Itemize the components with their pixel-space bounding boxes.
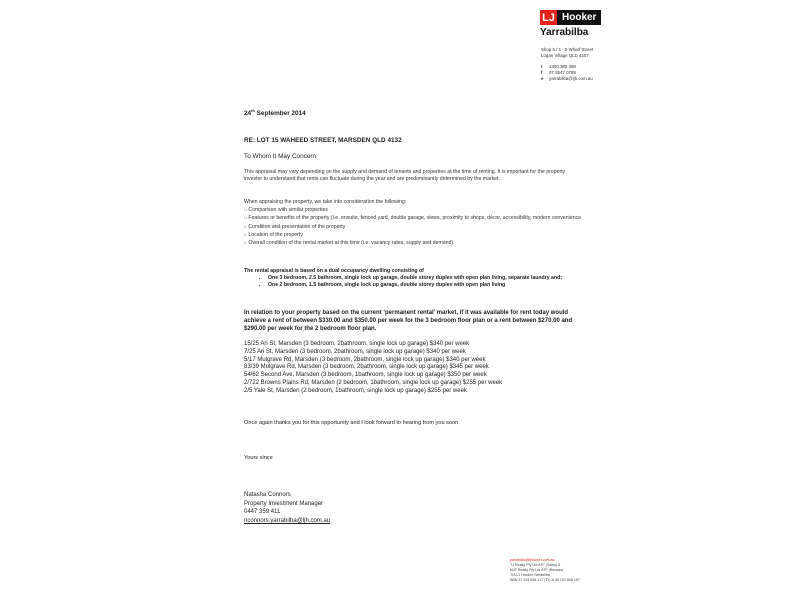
list-item: □ Comparison with similar properties <box>244 206 584 214</box>
rent-estimate-paragraph: In relation to your property based on the current ‘permanent rental’ market, if it was available for rent today would achieve a rent of between $330.00 and $350.00 per week for the 3 bedroom floor plan or a rent between $270.00 and $290.00 per week for the 2 bedroom floor plan. <box>244 310 573 333</box>
date-suffix: th <box>251 108 255 113</box>
contact-value[interactable]: yarrabilba@ljh.com.au <box>549 76 593 82</box>
logo-mark: LJ <box>540 10 557 25</box>
lj-hooker-logo <box>540 10 601 38</box>
letter-date <box>244 108 306 117</box>
date-day: 24 <box>244 110 252 118</box>
signer-email-link[interactable]: nconnors.yarrabilba@ljh.com.au <box>244 517 331 524</box>
footer-email-link[interactable]: yarrabilba@ljhooker.com.au <box>510 558 555 562</box>
list-item: • One 2 bedroom, 1.5 bathroom, single lock up garage, double storey duplex with open plan living <box>268 282 584 289</box>
signature-block <box>244 491 330 525</box>
contact-key: t <box>541 64 543 69</box>
basis-list <box>244 275 584 289</box>
considerations-list <box>244 206 584 247</box>
list-item: □ Features or benefits of the property (i.e. ensuite, fenced yard, double garage, views, proximity to shops, décor, accessibility, modern convenience <box>244 214 584 222</box>
footer-line: MJT Realty Pty Ltd ATF (Rentals) <box>510 568 564 572</box>
footer-line: ABN 37 518 638 117 (TJ) & 49 193 698 197 <box>510 578 580 582</box>
list-item: 15/25 Ari St, Marsden (3 bedroom, 2bathroom, single lock up garage) $340 per week <box>244 341 470 347</box>
signer-name: Natasha Connors <box>244 492 291 498</box>
date-rest: September 2014 <box>256 110 306 118</box>
list-item: 7/25 Ari St, Marsden (3 bedroom, 2bathroom, single lock up garage) $340 per week <box>244 348 466 355</box>
considerations-intro: When appraising the property, we take into consideration the following: <box>244 199 407 205</box>
signer-phone: 0447 359 411 <box>244 509 281 516</box>
footer <box>510 558 580 583</box>
list-item: 2/722 Browns Plains Rd, Marsden (2 bedroom, 1bathroom, single lock up garage) $255 per week <box>244 379 503 386</box>
office-address <box>541 47 593 59</box>
contact-email <box>541 76 593 82</box>
comparables-list <box>244 341 574 396</box>
list-item: 5/17 Mulgrave Rd, Marsden (3 bedroom, 2bathroom, single lock up garage) $340 per week <box>244 356 486 363</box>
office-name: Yarrabilba <box>540 27 589 38</box>
address-line: Logan Village QLD 4207 <box>541 53 589 59</box>
footer-line: T/A LJ Hooker Yarrabilba <box>510 573 550 577</box>
office-contacts <box>541 64 593 83</box>
list-item: □ Overall condition of the rental market at this time (i.e. vacancy rates, supply and demand) <box>244 239 584 247</box>
list-item: □ Condition and presentation of the property <box>244 223 584 231</box>
list-item: 54/62 Second Ave, Marsden (3 bedroom, 1bathroom, single lock up garage) $350 per week <box>244 372 487 379</box>
contact-key: e <box>541 76 544 82</box>
closing: Yours since <box>244 455 273 461</box>
considerations-block <box>244 199 584 247</box>
basis-block <box>244 268 584 290</box>
contact-value: 07 5547 0788 <box>549 70 576 76</box>
contact-value: 1300 380 388 <box>549 64 576 69</box>
signer-title: Property Investment Manager <box>244 500 324 507</box>
salutation: To Whom It May Concern <box>244 153 317 160</box>
list-item: □ Location of the property <box>244 231 584 239</box>
subject-line: RE: LOT 15 WAHEED STREET, MARSDEN QLD 4132 <box>244 137 402 144</box>
basis-intro: The rental appraisal is based on a dual occupancy dwelling consisting of <box>244 268 424 274</box>
contact-key: f <box>541 70 543 76</box>
address-line: Shop 5 / 1 - 5 Wharf Street <box>541 47 594 52</box>
logo-brand: Hooker <box>557 10 601 25</box>
intro-paragraph: This appraisal may vary depending on the supply and demand of tenants and properties at the time of renting. It is important for the property investor to understand that rents can fluctuate during the year and are predominantly determined by the market. <box>244 169 566 183</box>
thanks-paragraph: Once again thanks you for this opportunity and I look forward to hearing from you soon <box>244 420 459 426</box>
footer-line: TJ Realty Pty Ltd ATF (Sales) & <box>510 563 561 567</box>
list-item: • One 3 bedroom, 2.5 bathroom, single lock up garage, double storey duplex with open plan living, separate laundry and; <box>268 275 584 282</box>
list-item: 83/39 Mulgrave Rd, Marsden (3 bedroom, 2bathroom, single lock up garage) $345 per week <box>244 364 489 371</box>
list-item: 2/5 Yale St, Marsden (2 bedroom, 1bathroom, single lock up garage) $255 per week <box>244 387 467 394</box>
logo-box <box>540 10 601 25</box>
